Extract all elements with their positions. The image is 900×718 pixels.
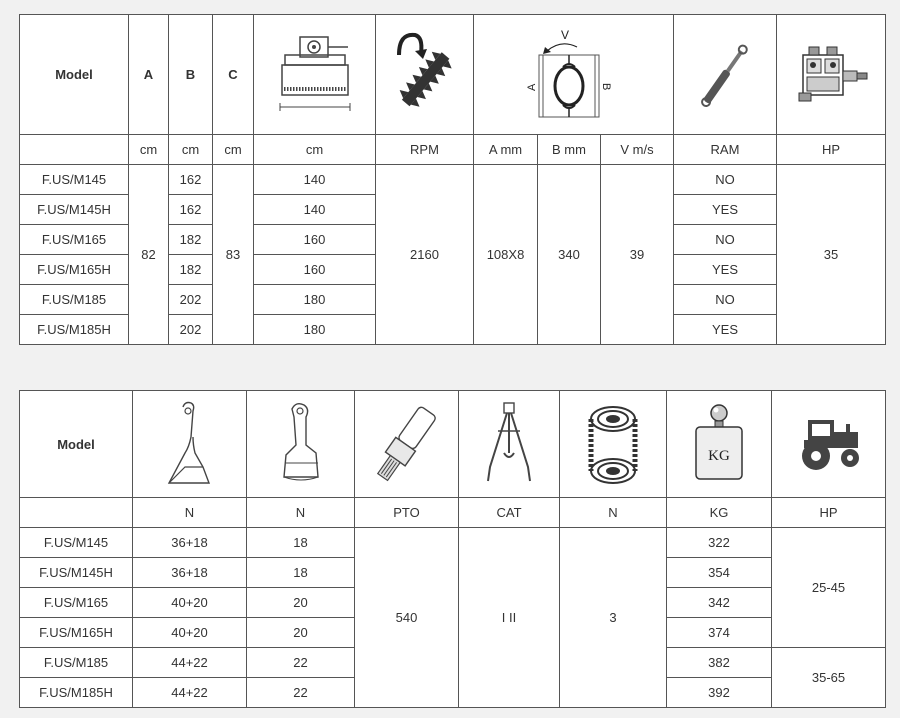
model-header: Model bbox=[20, 15, 129, 135]
value-hammers: 22 bbox=[247, 648, 355, 678]
value-cat: I II bbox=[459, 528, 560, 708]
model-name: F.US/M165 bbox=[20, 225, 129, 255]
model-name: F.US/M145H bbox=[20, 558, 133, 588]
model-name: F.US/M165 bbox=[20, 588, 133, 618]
label-v: V bbox=[560, 27, 569, 42]
unit-cell: HP bbox=[772, 498, 886, 528]
value-hp-large: 35-65 bbox=[772, 648, 886, 708]
hitch-cell bbox=[459, 391, 560, 498]
unit-cell: RPM bbox=[376, 135, 474, 165]
value-y-blades: 40+20 bbox=[133, 588, 247, 618]
model-header: Model bbox=[20, 391, 133, 498]
weight-kg-icon bbox=[684, 397, 754, 492]
value-y-blades: 44+22 bbox=[133, 678, 247, 708]
model-name: F.US/M185H bbox=[20, 678, 133, 708]
unit-cell: B mm bbox=[538, 135, 601, 165]
value-a: 82 bbox=[129, 165, 169, 345]
unit-cell: N bbox=[247, 498, 355, 528]
value-hp-small: 25-45 bbox=[772, 528, 886, 648]
model-name: F.US/M145 bbox=[20, 528, 133, 558]
pto-shaft-cell bbox=[355, 391, 459, 498]
y-blade-cell bbox=[133, 391, 247, 498]
belt-pulley-cell bbox=[560, 391, 667, 498]
value-hammers: 20 bbox=[247, 588, 355, 618]
shaft-diagram-cell bbox=[474, 15, 674, 135]
value-b: 162 bbox=[169, 195, 213, 225]
value-b: 182 bbox=[169, 255, 213, 285]
value-ram: NO bbox=[674, 225, 777, 255]
value-ram: NO bbox=[674, 165, 777, 195]
value-hammers: 18 bbox=[247, 528, 355, 558]
gas-ram-cell bbox=[674, 15, 777, 135]
unit-cell: cm bbox=[254, 135, 376, 165]
value-y-blades: 40+20 bbox=[133, 618, 247, 648]
weight-kg-label: KG bbox=[708, 447, 730, 464]
value-kg: 382 bbox=[667, 648, 772, 678]
dimension-diagram-cell bbox=[254, 15, 376, 135]
unit-cell: cm bbox=[169, 135, 213, 165]
hammer-blade-cell bbox=[247, 391, 355, 498]
col-b-header: B bbox=[169, 15, 213, 135]
value-kg: 342 bbox=[667, 588, 772, 618]
value-v: 39 bbox=[601, 165, 674, 345]
hammer-blade-icon bbox=[266, 397, 336, 492]
value-width: 180 bbox=[254, 285, 376, 315]
dimension-diagram-icon bbox=[270, 27, 360, 122]
unit-cell: cm bbox=[129, 135, 169, 165]
col-a-header: A bbox=[129, 15, 169, 135]
value-hp: 35 bbox=[777, 165, 886, 345]
model-name: F.US/M145 bbox=[20, 165, 129, 195]
hydraulic-pump-icon bbox=[791, 35, 871, 115]
specs-table-dimensions bbox=[19, 14, 886, 345]
value-width: 140 bbox=[254, 195, 376, 225]
y-blade-icon bbox=[155, 397, 225, 492]
unit-model-blank bbox=[20, 135, 129, 165]
value-c: 83 bbox=[213, 165, 254, 345]
value-b: 202 bbox=[169, 315, 213, 345]
tractor-icon bbox=[794, 414, 864, 474]
unit-cell: HP bbox=[777, 135, 886, 165]
unit-cell: N bbox=[133, 498, 247, 528]
value-b-mm: 340 bbox=[538, 165, 601, 345]
unit-cell: PTO bbox=[355, 498, 459, 528]
value-kg: 322 bbox=[667, 528, 772, 558]
table-row bbox=[20, 528, 886, 558]
value-y-blades: 36+18 bbox=[133, 528, 247, 558]
model-name: F.US/M165H bbox=[20, 618, 133, 648]
model-name: F.US/M145H bbox=[20, 195, 129, 225]
value-hammers: 20 bbox=[247, 618, 355, 648]
unit-cell: A mm bbox=[474, 135, 538, 165]
value-belts: 3 bbox=[560, 528, 667, 708]
rotor-rpm-icon bbox=[385, 25, 465, 125]
specs-table-components bbox=[19, 390, 886, 708]
unit-cell: cm bbox=[213, 135, 254, 165]
value-ram: YES bbox=[674, 315, 777, 345]
table-row bbox=[20, 165, 886, 195]
rotor-rpm-cell bbox=[376, 15, 474, 135]
value-width: 160 bbox=[254, 225, 376, 255]
unit-cell: RAM bbox=[674, 135, 777, 165]
value-kg: 374 bbox=[667, 618, 772, 648]
value-rpm: 2160 bbox=[376, 165, 474, 345]
value-a-mm: 108X8 bbox=[474, 165, 538, 345]
col-c-header: C bbox=[213, 15, 254, 135]
value-pto: 540 bbox=[355, 528, 459, 708]
unit-cell: V m/s bbox=[601, 135, 674, 165]
unit-model-blank bbox=[20, 498, 133, 528]
label-b: B bbox=[599, 82, 612, 90]
value-y-blades: 44+22 bbox=[133, 648, 247, 678]
unit-cell: KG bbox=[667, 498, 772, 528]
belt-pulley-icon bbox=[578, 397, 648, 492]
value-hammers: 22 bbox=[247, 678, 355, 708]
pto-shaft-icon bbox=[372, 397, 442, 492]
shaft-a-b-v-icon bbox=[519, 25, 629, 125]
value-ram: NO bbox=[674, 285, 777, 315]
label-a: A bbox=[525, 83, 538, 91]
value-width: 180 bbox=[254, 315, 376, 345]
unit-cell: CAT bbox=[459, 498, 560, 528]
value-b: 202 bbox=[169, 285, 213, 315]
value-width: 160 bbox=[254, 255, 376, 285]
value-b: 182 bbox=[169, 225, 213, 255]
value-kg: 392 bbox=[667, 678, 772, 708]
value-hammers: 18 bbox=[247, 558, 355, 588]
weight-cell bbox=[667, 391, 772, 498]
hydraulic-pump-cell bbox=[777, 15, 886, 135]
value-ram: YES bbox=[674, 255, 777, 285]
value-width: 140 bbox=[254, 165, 376, 195]
value-kg: 354 bbox=[667, 558, 772, 588]
tractor-cell bbox=[772, 391, 886, 498]
value-ram: YES bbox=[674, 195, 777, 225]
gas-ram-icon bbox=[690, 30, 760, 120]
unit-cell: N bbox=[560, 498, 667, 528]
value-b: 162 bbox=[169, 165, 213, 195]
model-name: F.US/M185 bbox=[20, 648, 133, 678]
model-name: F.US/M165H bbox=[20, 255, 129, 285]
model-name: F.US/M185 bbox=[20, 285, 129, 315]
three-point-hitch-icon bbox=[474, 397, 544, 492]
value-y-blades: 36+18 bbox=[133, 558, 247, 588]
model-name: F.US/M185H bbox=[20, 315, 129, 345]
